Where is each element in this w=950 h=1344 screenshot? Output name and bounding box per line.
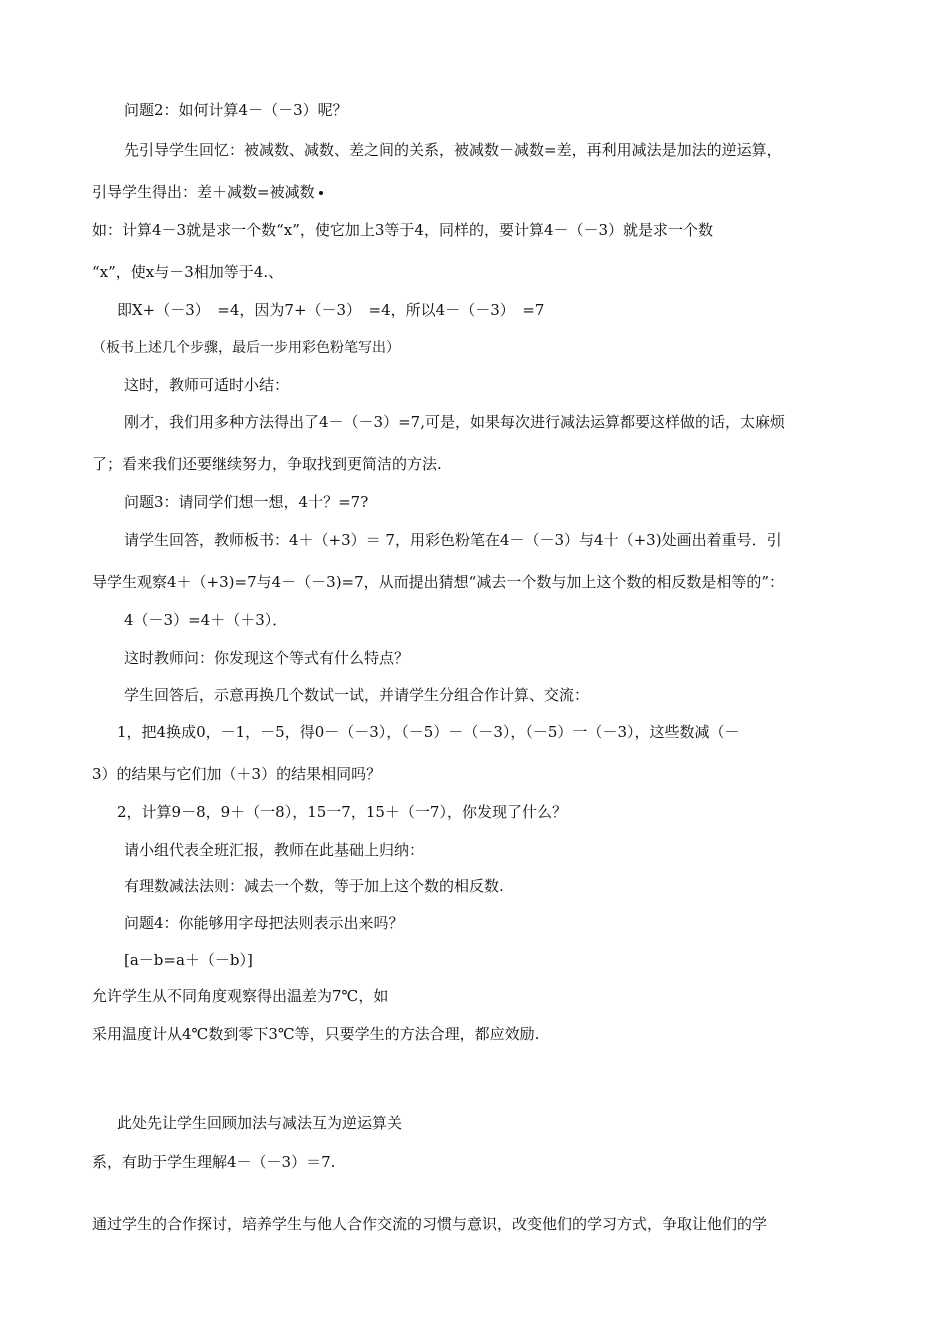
text-line: 4（－3）=4＋（＋3）． [124,611,288,629]
text-line: 了；看来我们还要继续努力，争取找到更简洁的方法. [92,455,442,473]
text-line: 采用温度计从4℃数到零下3℃等，只要学生的方法合理，都应效励. [92,1025,540,1043]
text-line: [a－b=a＋（－b）] [124,951,253,969]
text-line: 1，把4换成0，－1，－5，得0－（－3），（－5）－（－3），（－5）一（－3），这些数减（－ [117,723,740,741]
text-line: 2，计算9－8，9＋（一8），15一7，15＋（一7），你发现了什么？ [117,803,567,821]
text-line: 刚才，我们用多种方法得出了4－（－3）=7,可是，如果每次进行减法运算都要这样做的话，太麻烦 [124,413,785,431]
text-line: 这时，教师可适时小结： [124,376,290,394]
text-line: 此处先让学生回顾加法与减法互为逆运算关 [117,1114,403,1132]
text-line: 导学生观察4＋（+3)=7与4－（－3)=7，从而提出猜想“减去一个数与加上这个数的相反数是相等的”： [92,573,785,591]
text-line-content: 引导学生得出：差＋减数=被减数 [92,183,315,201]
text-line: 请小组代表全班汇报，教师在此基础上归纳： [124,841,425,859]
text-line [92,182,323,202]
text-line: （板书上述几个步骤，最后一步用彩色粉笔写出） [92,340,400,356]
text-line: 3）的结果与它们加（＋3）的结果相同吗？ [92,765,382,783]
text-line: 通过学生的合作探讨，培养学生与他人合作交流的习惯与意识，改变他们的学习方式，争取让他们的学 [92,1215,768,1233]
text-line: 学生回答后，示意再换几个数试一试，并请学生分组合作计算、交流： [124,686,590,704]
text-line: “x”，使x与－3相加等于4.、 [92,263,284,281]
text-line: 这时教师问：你发现这个等式有什么特点？ [124,649,410,667]
text-line: 问题3：请同学们想一想，4十？=7? [124,493,369,511]
text-line: 即X+（－3） =4，因为7+（－3） =4，所以4－（－3） =7 [117,301,545,319]
text-line: 先引导学生回忆：被减数、减数、差之间的关系，被减数－减数=差，再利用减法是加法的逆运算， [124,141,782,159]
text-line: 如：计算4－3就是求一个数“x”，使它加上3等于4，同样的，要计算4－（－3）就是求一个数 [92,221,714,239]
text-line: 允许学生从不同角度观察得出温差为7℃，如 [92,987,389,1005]
text-line: 问题2：如何计算4－（－3）呢？ [124,101,348,119]
bullet-dot-icon [319,191,323,195]
text-line: 系，有助于学生理解4－（－3）＝7. [92,1153,336,1171]
text-line: 请学生回答，教师板书：4＋（+3）＝ 7，用彩色粉笔在4－（－3）与4十（+3)处画出着重号．引 [124,531,782,549]
text-line: 有理数减法法则：减去一个数，等于加上这个数的相反数. [124,877,504,895]
text-line: 问题4：你能够用字母把法则表示出来吗？ [124,914,404,932]
